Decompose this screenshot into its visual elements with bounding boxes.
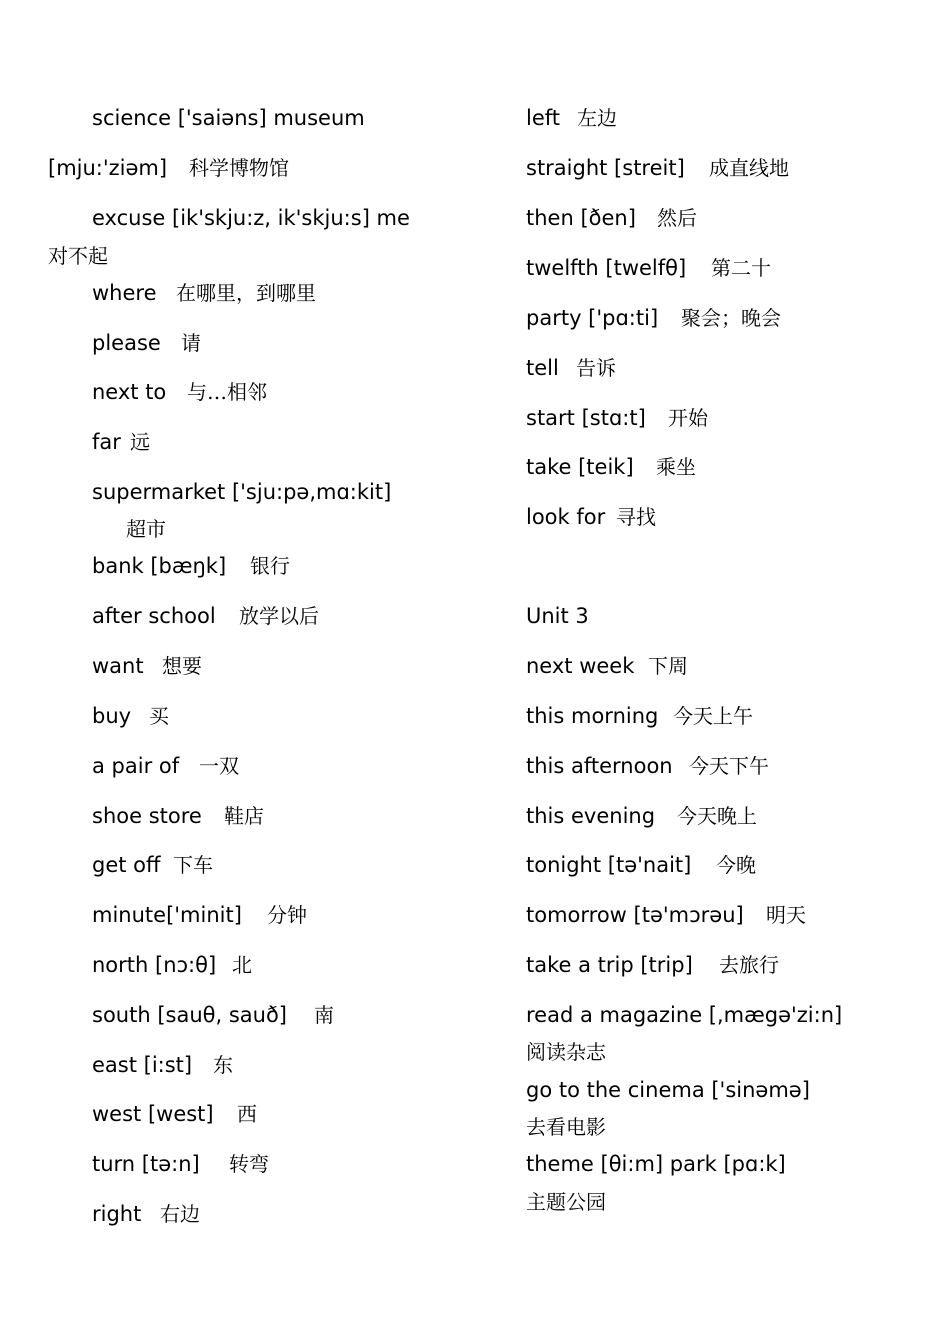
vocab-meaning: 右边 [160,1202,200,1226]
vocab-term: party ['pɑ:ti] [526,306,659,330]
vocab-term: this afternoon [526,754,673,778]
vocab-term: after school [92,604,216,628]
vocab-meaning: 一双 [199,754,239,778]
vocab-meaning: 西 [237,1102,257,1126]
vocab-term: take [teik] [526,455,634,479]
vocab-meaning: 超市 [126,517,166,541]
vocab-term: start [stɑ:t] [526,406,646,430]
vocab-meaning: 转弯 [229,1152,269,1176]
vocab-meaning: 寻找 [616,505,656,529]
vocab-term: minute['minit] [92,903,242,927]
vocab-term: this morning [526,704,659,728]
vocab-meaning: 左边 [577,106,617,130]
vocab-term: right [92,1202,142,1226]
vocab-meaning: 想要 [162,654,202,678]
vocab-term: theme [θi:m] park [pɑ:k] [526,1152,786,1176]
vocab-meaning: 下车 [173,853,213,877]
vocab-meaning: 在哪里，到哪里 [176,281,316,305]
vocab-meaning: 鞋店 [224,804,264,828]
vocab-meaning: 买 [149,704,169,728]
vocab-term: go to the cinema ['sinəmə] [526,1078,810,1102]
vocab-meaning: 今天下午 [689,754,769,778]
vocab-term: then [ðen] [526,206,636,230]
unit-heading: Unit 3 [526,604,589,628]
vocab-term: read a magazine [,mægə'zi:n] [526,1003,843,1027]
vocab-term: take a trip [trip] [526,953,693,977]
vocab-term: get off [92,853,161,877]
vocab-term: tomorrow [tə'mɔrəu] [526,903,744,927]
vocab-meaning: 开始 [668,406,708,430]
vocab-term: supermarket ['sju:pə,mɑ:kit] [92,480,392,504]
vocab-meaning: 阅读杂志 [526,1040,606,1064]
vocab-meaning: 今天晚上 [677,804,757,828]
vocab-term: left [526,106,561,130]
vocab-meaning: 与…相邻 [187,380,267,404]
vocab-meaning: 然后 [657,206,697,230]
vocab-meaning: 请 [181,331,201,355]
vocab-meaning: 今晚 [716,853,756,877]
vocab-term: bank [bæŋk] [92,554,227,578]
vocab-meaning: 去旅行 [719,953,779,977]
vocab-term: buy [92,704,132,728]
vocab-term: tonight [tə'nait] [526,853,692,877]
vocab-term: far [92,430,121,454]
vocab-term: a pair of [92,754,180,778]
vocab-term: shoe store [92,804,202,828]
vocab-term: south [sauθ, sauð] [92,1003,287,1027]
vocab-meaning: 今天上午 [673,704,753,728]
vocab-meaning: 银行 [250,554,290,578]
vocab-meaning: 分钟 [267,903,307,927]
vocab-term: twelfth [twelfθ] [526,256,687,280]
vocab-meaning: 东 [213,1053,233,1077]
vocab-meaning: 去看电影 [526,1115,606,1139]
vocab-term: excuse [ik'skju:z, ik'skju:s] me [92,206,410,230]
vocab-term: please [92,331,161,355]
vocab-meaning: 北 [232,953,252,977]
vocab-term: straight [streit] [526,156,685,180]
vocab-term: look for [526,505,606,529]
vocab-meaning: 对不起 [48,244,108,268]
vocab-term: turn [tə:n] [92,1152,200,1176]
vocab-meaning: 南 [314,1003,334,1027]
vocab-meaning: 放学以后 [239,604,319,628]
vocab-meaning: 科学博物馆 [189,156,289,180]
vocab-term: this evening [526,804,656,828]
vocab-meaning: 乘坐 [656,455,696,479]
vocab-meaning: 主题公园 [526,1190,606,1214]
vocab-term: west [west] [92,1102,214,1126]
vocab-term: next week [526,654,635,678]
vocab-term: [mju:'ziəm] [48,156,168,180]
vocab-term: where [92,281,157,305]
vocab-meaning: 告诉 [576,356,616,380]
vocab-meaning: 第二十 [711,256,771,280]
vocab-term: science ['saiəns] museum [92,106,365,130]
vocab-term: tell [526,356,559,380]
vocab-meaning: 成直线地 [709,156,789,180]
vocab-meaning: 下周 [648,654,688,678]
vocab-term: east [i:st] [92,1053,193,1077]
vocab-term: north [nɔ:θ] [92,953,217,977]
vocab-meaning: 明天 [766,903,806,927]
vocab-term: next to [92,380,167,404]
vocab-meaning: 聚会；晚会 [681,306,781,330]
vocab-term: want [92,654,144,678]
vocab-meaning: 远 [130,430,150,454]
